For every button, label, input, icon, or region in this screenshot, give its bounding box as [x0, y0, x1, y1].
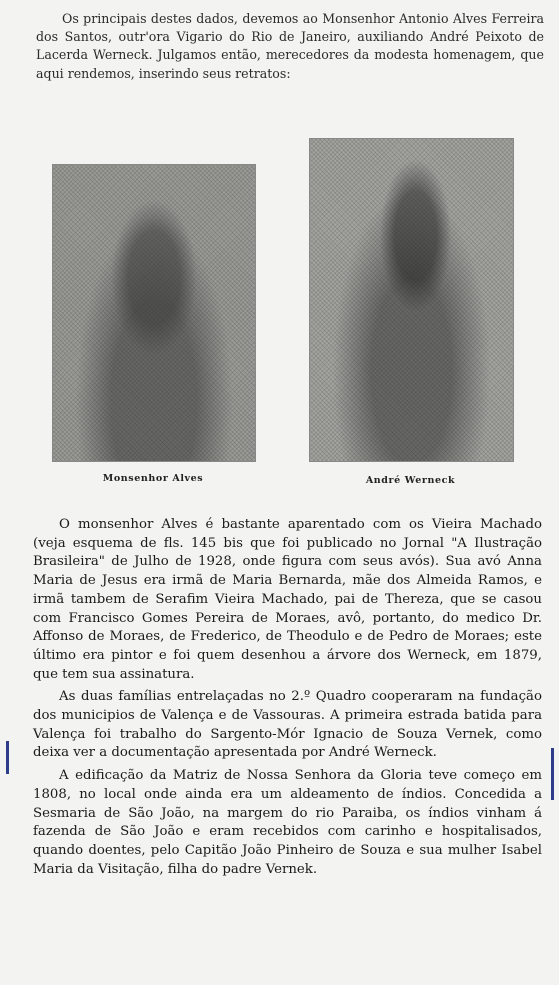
margin-marker-right [551, 748, 554, 800]
caption-monsenhor-alves: Monsenhor Alves [102, 473, 204, 484]
paragraph-matriz: A edificação da Matriz de Nossa Senhora da Gloria teve começo em 1808, no local onde ainda era um aldeamento de índios. Concedida a Sesmaria de São João, na margem do rio Paraiba, os índios vinham á fazenda de São João e eram recebidos com carinho e hospitalisados, quando doentes, pelo Capitão João Pinheiro de Souza e sua mulher Isabel Maria da Visitação, filha do padre Vernek. [33, 768, 542, 877]
caption-andre-werneck: André Werneck [365, 475, 456, 486]
paragraph-families: As duas famílias entrelaçadas no 2.º Quadro cooperaram na fundação dos municipios de Valença e de Vassouras. A primeira estrada batida para Valença foi trabalho do Sargento-Mór Ignacio de Souza Vernek, como deixa ver a documentação apresentada por André Werneck. [33, 689, 542, 761]
portrait-andre-werneck [309, 138, 514, 462]
intro-paragraph: Os principais destes dados, devemos ao Monsenhor Antonio Alves Ferreira dos Santos, outr'ora Vigario do Rio de Janeiro, auxiliando André Peixoto de Lacerda Werneck. Julgamos então, merecedores da modesta homenagem, que aqui rendemos, inserindo seus retratos: [36, 11, 544, 81]
paragraph-alves-relatives: O monsenhor Alves é bastante aparentado com os Vieira Machado (veja esquema de fls. 145 bis que foi publicado no Jornal "A Ilustração Brasileira" de Julho de 1928, onde figura com seus avós). Sua avó Anna Maria de Jesus era irmã de Maria Bernarda, mãe dos Almeida Ramos, e irmã tambem de Serafim Vieira Machado, pai de Thereza, que se casou com Francisco Gomes Pereira de Moraes, avô, portanto, do medico Dr. Affonso de Moraes, de Frederico, de Theodulo e de Pedro de Moraes; este último era pintor e foi quem desenhou a árvore dos Werneck, em 1879, que tem sua assinatura. [33, 517, 542, 682]
portrait-monsenhor-alves [52, 164, 256, 462]
body-text [33, 516, 542, 883]
margin-marker-left [6, 741, 9, 774]
